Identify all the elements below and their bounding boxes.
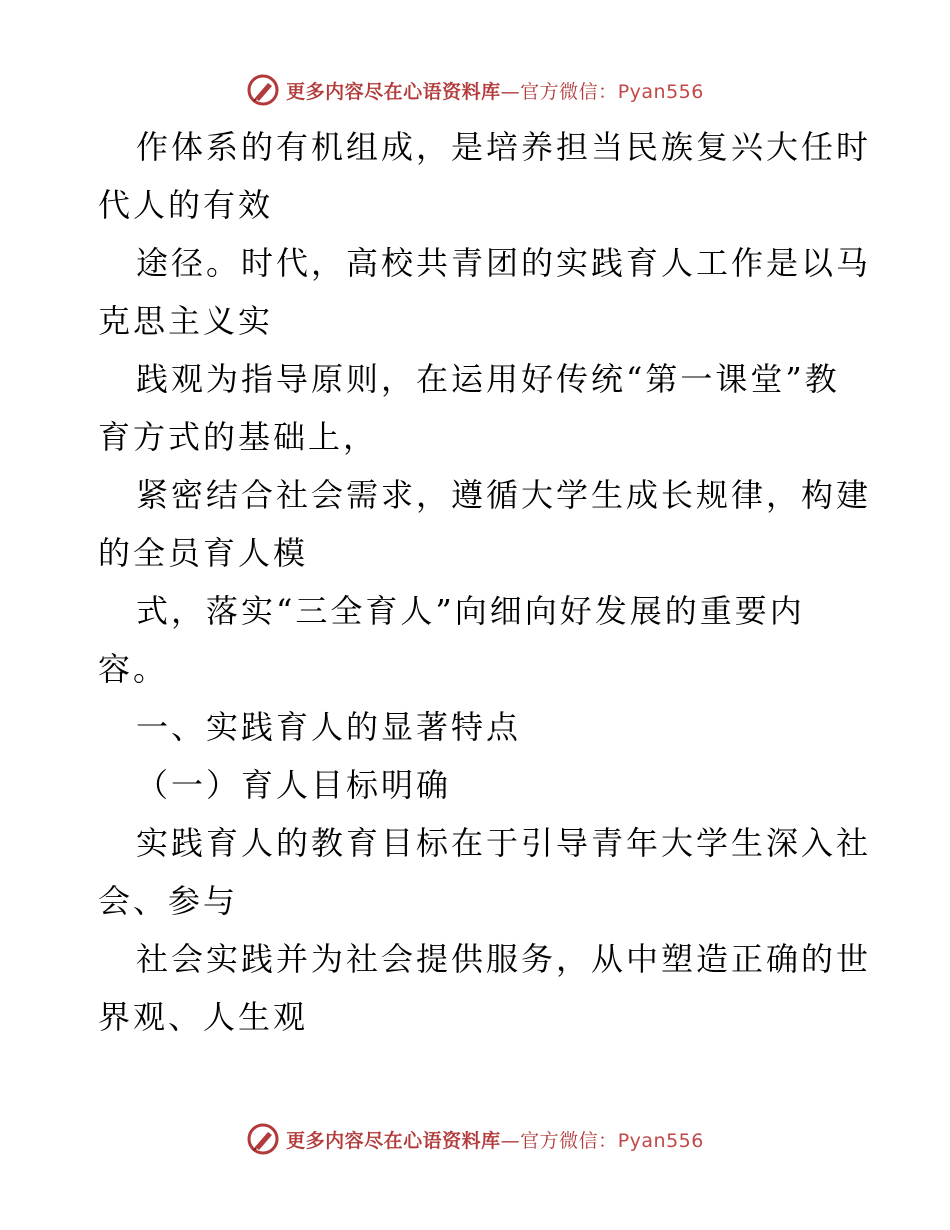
text-line: 的全员育人模 — [98, 534, 309, 572]
text-line: 践观为指导原则，在运用好传统“第一课堂”教 — [136, 360, 840, 398]
text-line: 容。 — [98, 650, 169, 688]
text-line: （一）育人目标明确 — [136, 766, 452, 804]
header-banner — [0, 70, 950, 110]
footer-banner — [0, 1119, 950, 1159]
banner-wechat-id: Pyan556 — [617, 80, 704, 103]
text-line: 界观、人生观 — [98, 998, 309, 1036]
text-line: 代人的有效 — [98, 186, 274, 224]
text-line: 式，落实“三全育人”向细向好发展的重要内 — [136, 592, 805, 630]
text-line: 作体系的有机组成，是培养担当民族复兴大任时 — [136, 128, 872, 166]
banner-main-text: 更多内容尽在心语资料库 — [286, 80, 501, 103]
banner-label: 官方微信： — [520, 80, 618, 103]
banner-separator: — — [500, 1129, 521, 1152]
text-line: 实践育人的教育目标在于引导青年大学生深入社 — [136, 824, 872, 862]
banner-text — [286, 1126, 704, 1153]
banner-label: 官方微信： — [520, 1129, 618, 1152]
pen-logo-icon — [246, 73, 280, 107]
text-line: 育方式的基础上， — [98, 418, 379, 456]
text-line: 紧密结合社会需求，遵循大学生成长规律，构建 — [136, 476, 872, 514]
pen-logo-icon — [246, 1122, 280, 1156]
text-line: 克思主义实 — [98, 302, 274, 340]
banner-text — [286, 77, 704, 104]
banner-separator: — — [500, 80, 521, 103]
text-line: 途径。时代，高校共青团的实践育人工作是以马 — [136, 244, 872, 282]
text-line: 社会实践并为社会提供服务，从中塑造正确的世 — [136, 940, 872, 978]
text-line: 会、参与 — [98, 882, 239, 920]
text-line: 一、实践育人的显著特点 — [136, 708, 522, 746]
banner-main-text: 更多内容尽在心语资料库 — [286, 1129, 501, 1152]
document-body — [98, 118, 872, 1046]
banner-wechat-id: Pyan556 — [617, 1129, 704, 1152]
